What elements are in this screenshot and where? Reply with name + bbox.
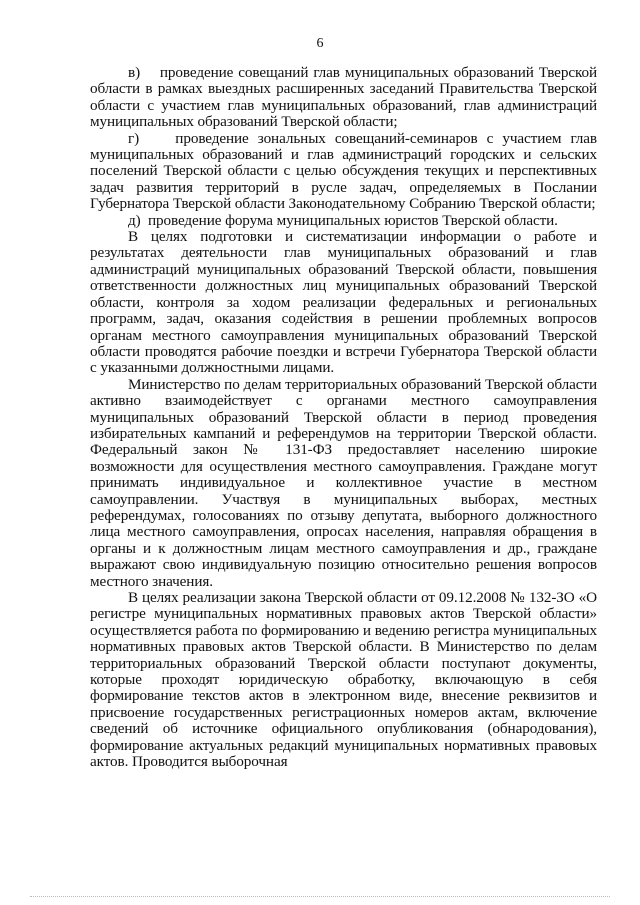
page-number: 6 [316, 36, 324, 51]
paragraph-governor-trips: В целях подготовки и систематизации информации о работе и результатах деятельности глав муниципальных образований и глав администраций муниципальных образований Тверской области, повышения ответственности должностных лиц муниципальных образований Тверской области, контроля за ходом реализации федеральных и региональных программ, задач, оказания содействия в решении проблемных вопросов органам местного самоуправления муниципальных образований Тверской области проводятся рабочие поездки и встречи Губернатора Тверской области с указанными должностными лицами. [90, 228, 597, 377]
page-bottom-divider [30, 896, 610, 897]
paragraph-item-g: г) проведение зональных совещаний-семинаров с участием глав муниципальных образований и глав администраций городских и сельских поселений Тверской области с целью обсуждения текущих и перспективных задач развития территорий в русле задач, определяемых в Послании Губернатора Тверской области Законодательному Собранию Тверской области; [90, 129, 597, 213]
paragraph-item-v: в) проведение совещаний глав муниципальных образований Тверской области в рамках выездных расширенных заседаний Правительства Тверской области с участием глав муниципальных образований, глав администраций муниципальных образований Тверской области; [90, 64, 597, 131]
document-body [90, 65, 597, 770]
paragraph-item-d: д) проведение форума муниципальных юристов Тверской области. [128, 211, 558, 229]
paragraph-ministry-elections: Министерство по делам территориальных образований Тверской области активно взаимодействует с органами местного самоуправления муниципальных образований Тверской области в период проведения избирательных кампаний и референдумов на территории Тверской области. Федеральный закон № 131-ФЗ предоставляет населению широкие возможности для осуществления местного самоуправления. Граждане могут принимать индивидуальное и коллективное участие в местном самоуправлении. Участвуя в муниципальных выборах, местных референдумах, голосованиях по отзыву депутата, выборного должностного лица местного самоуправления, опросах населения, направляя обращения в органы и к должностным лицам местного самоуправления и др., граждане выражают свою индивидуальную позицию относительно решения вопросов местного значения. [90, 375, 597, 590]
paragraph-municipal-register: В целях реализации закона Тверской области от 09.12.2008 № 132-ЗО «О регистре муниципальных нормативных правовых актов Тверской области» осуществляется работа по формированию и ведению регистра муниципальных нормативных правовых актов Тверской области. В Министерство по делам территориальных образований Тверской области поступают документы, которые проходят юридическую обработку, включающую в себя формирование текстов актов в электронном виде, внесение реквизитов и присвоение государственных регистрационных номеров актам, включение сведений об источнике официального опубликования (обнародования), формирование актуальных редакций муниципальных нормативных правовых актов. Проводится выборочная [90, 589, 597, 771]
